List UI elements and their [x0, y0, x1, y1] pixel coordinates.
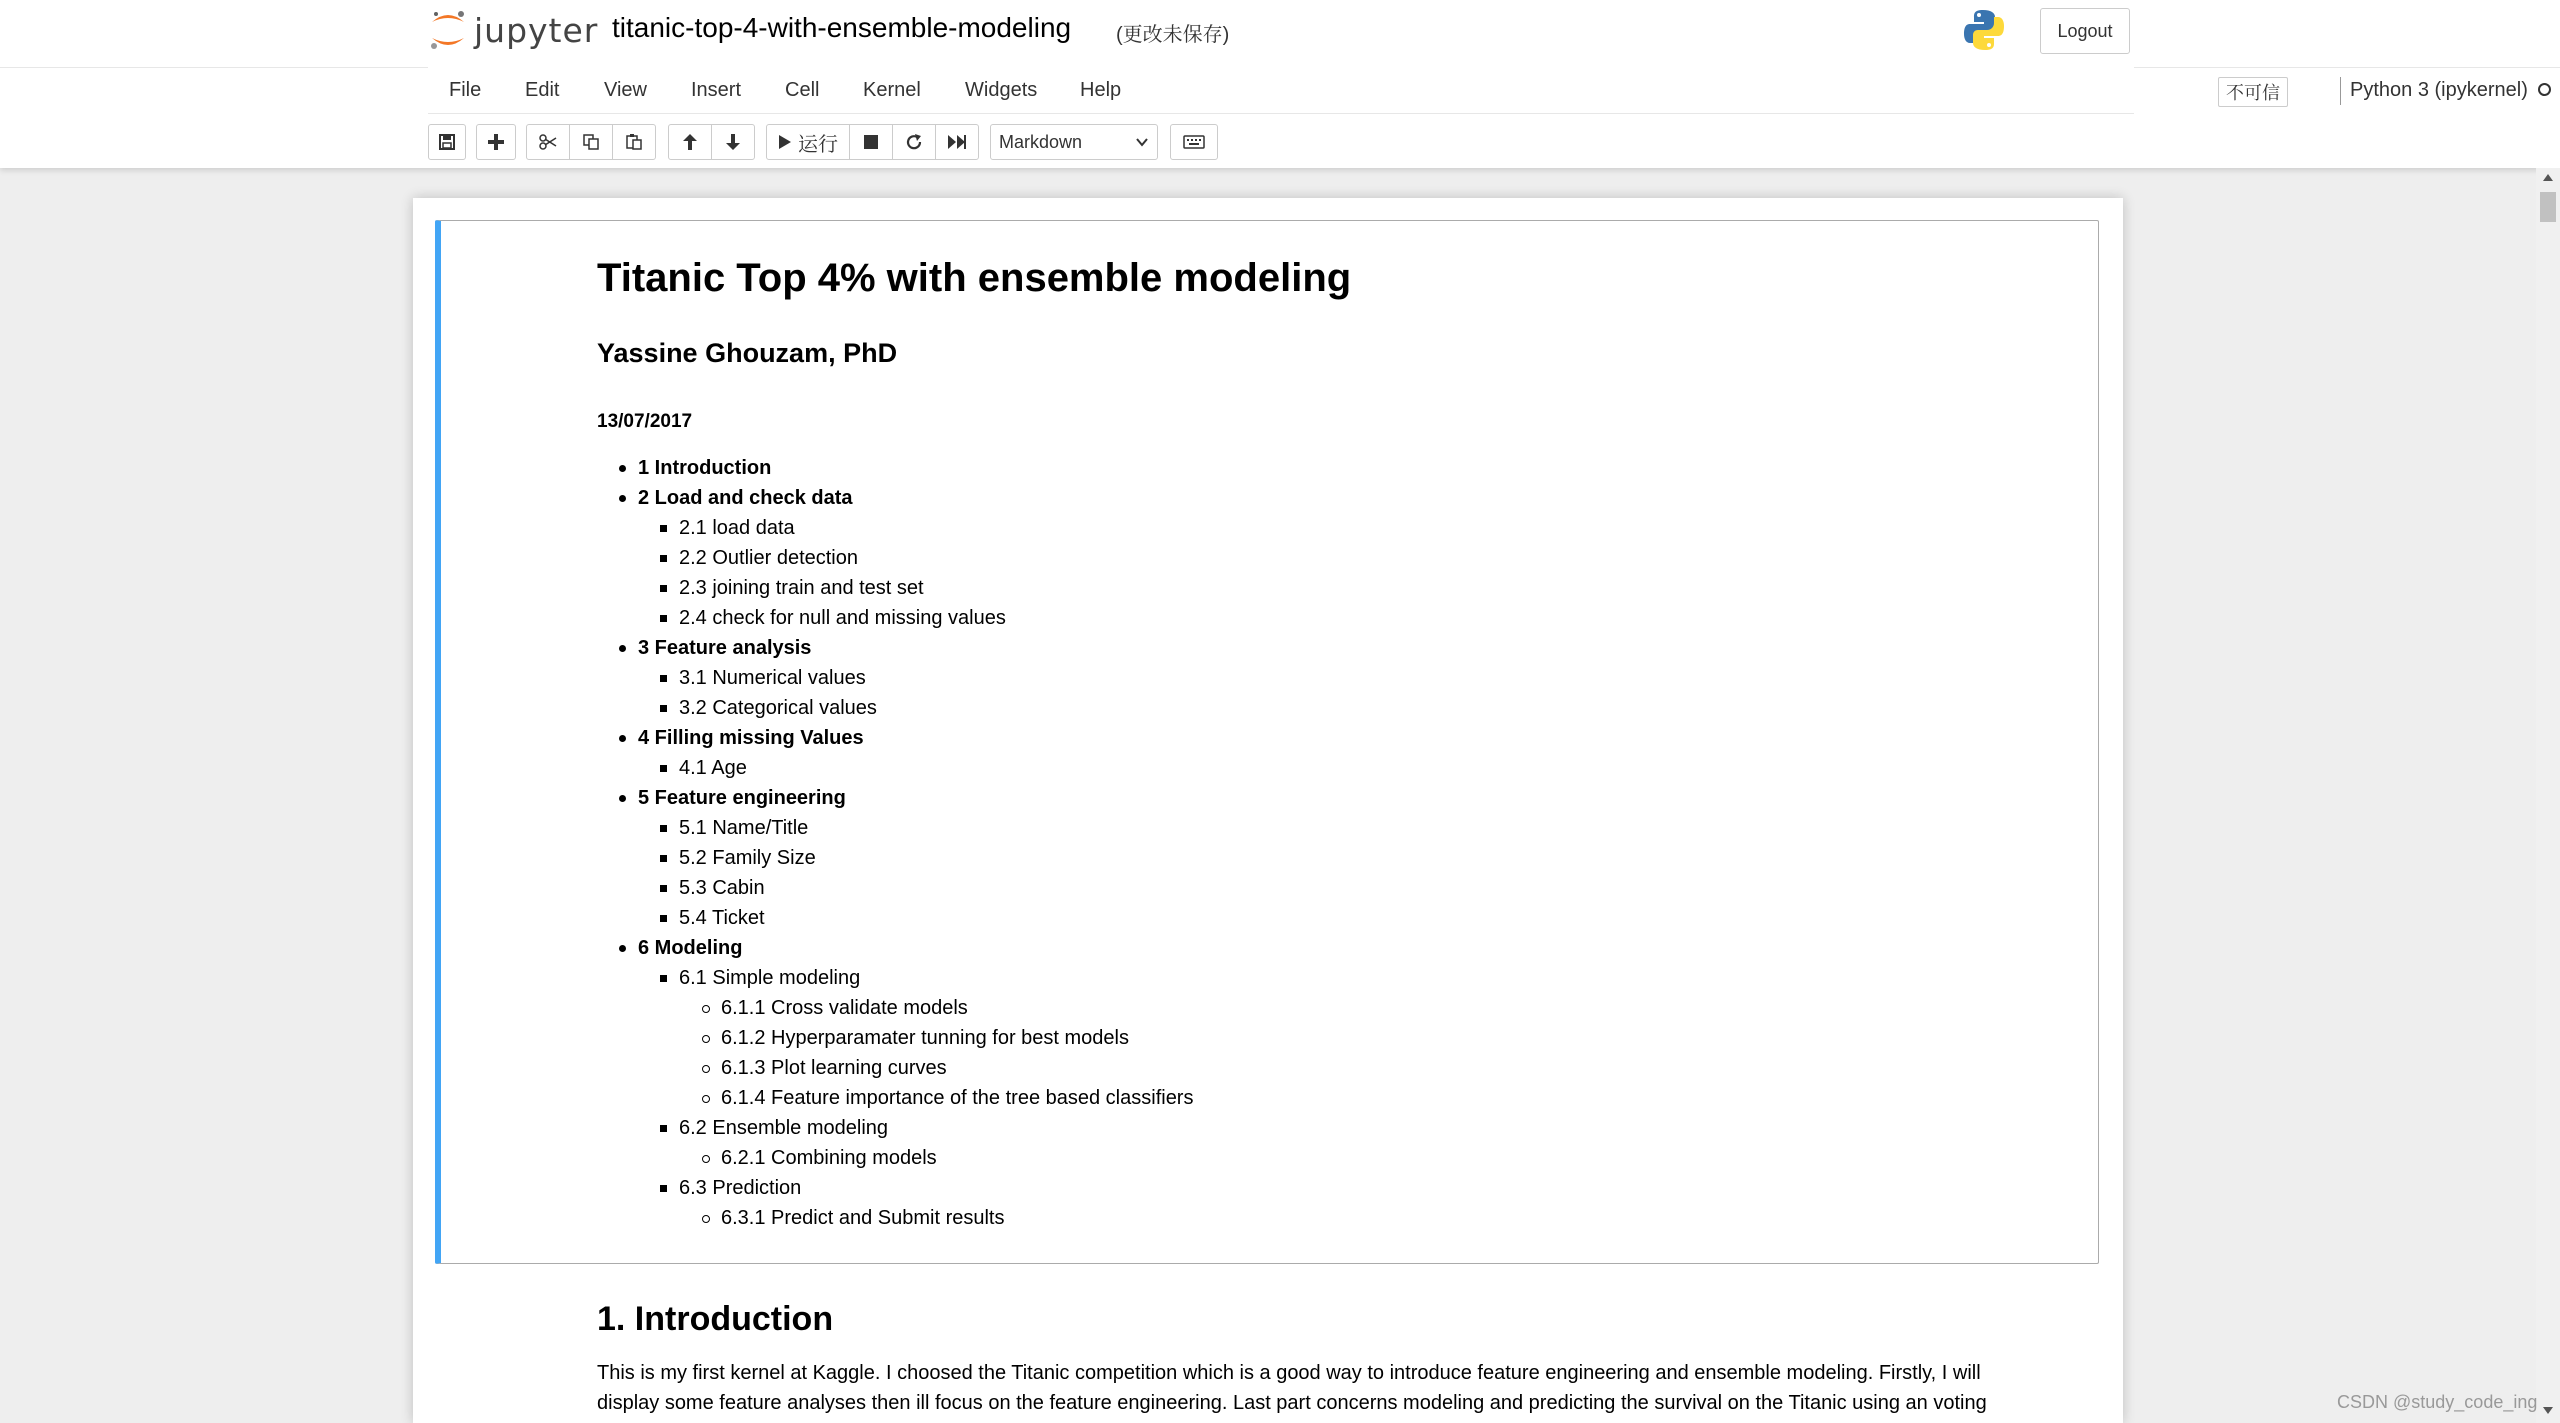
toc-item-level-2[interactable]: 6.1 Simple modeling — [679, 967, 861, 989]
watermark: CSDN @study_code_ing — [2337, 1392, 2538, 1412]
python-logo-icon — [1962, 8, 2006, 57]
toc-bullet-icon — [660, 915, 667, 922]
toc-bullet-icon — [619, 735, 626, 742]
restart-button[interactable] — [892, 124, 936, 160]
keyboard-icon — [1183, 135, 1205, 149]
menu-cell[interactable]: Cell — [785, 79, 820, 101]
not-trusted-indicator[interactable]: 不可信 — [2218, 77, 2288, 107]
toc-item-level-2[interactable]: 5.3 Cabin — [679, 877, 765, 899]
toc-bullet-icon — [619, 945, 626, 952]
date-text: 13/07/2017 — [597, 411, 693, 432]
toc-item-level-1[interactable]: 4 Filling missing Values — [638, 727, 864, 749]
toc-item-level-2[interactable]: 2.4 check for null and missing values — [679, 607, 1006, 629]
menu-help[interactable]: Help — [1080, 79, 1122, 101]
save-icon — [439, 134, 455, 150]
toc-bullet-icon — [619, 495, 626, 502]
toc-bullet-icon — [619, 465, 626, 472]
header-top — [0, 0, 2560, 68]
toc-bullet-icon — [660, 1185, 667, 1192]
toc-bullet-icon — [660, 675, 667, 682]
jupyter-logo-text: jupyter — [474, 10, 599, 50]
paste-button[interactable] — [612, 124, 656, 160]
fast-forward-icon — [947, 134, 967, 150]
scroll-down-arrow-icon[interactable] — [2543, 1407, 2553, 1414]
kernel-separator — [2340, 77, 2341, 105]
toc-item-level-3[interactable]: 6.1.2 Hyperparamater tunning for best models — [721, 1027, 1129, 1049]
toc-bullet-icon — [660, 825, 667, 832]
toc-bullet-icon — [702, 1155, 710, 1163]
toc-item-level-2[interactable]: 2.2 Outlier detection — [679, 547, 858, 569]
toc-bullet-icon — [660, 765, 667, 772]
toc-bullet-icon — [619, 795, 626, 802]
toc-item-level-2[interactable]: 4.1 Age — [679, 757, 747, 779]
toc-bullet-icon — [660, 585, 667, 592]
plus-icon — [488, 134, 504, 150]
toc-item-level-3[interactable]: 6.1.1 Cross validate models — [721, 997, 968, 1019]
toc-item-level-2[interactable]: 5.4 Ticket — [679, 907, 765, 929]
toc-bullet-icon — [619, 645, 626, 652]
toc-bullet-icon — [702, 1065, 710, 1073]
toc-bullet-icon — [702, 1095, 710, 1103]
toolbar — [428, 120, 2134, 164]
jupyter-logo[interactable] — [428, 8, 598, 52]
toc-bullet-icon — [702, 1215, 710, 1223]
toc-item-level-2[interactable]: 3.1 Numerical values — [679, 667, 866, 689]
interrupt-button[interactable] — [849, 124, 893, 160]
toc-item-level-2[interactable]: 2.1 load data — [679, 517, 795, 539]
kernel-name[interactable]: Python 3 (ipykernel) — [2350, 79, 2528, 101]
menu-file[interactable]: File — [449, 79, 482, 101]
play-icon — [778, 134, 792, 150]
toc-item-level-2[interactable]: 6.3 Prediction — [679, 1177, 802, 1199]
restart-run-all-button[interactable] — [935, 124, 979, 160]
paste-icon — [626, 134, 642, 150]
toc-bullet-icon — [660, 975, 667, 982]
intro-paragraph-line: This is my first kernel at Kaggle. I choosed the Titanic competition which is a good way to introduce feature engineering and ensemble modeling. Firstly, I will — [597, 1362, 1981, 1384]
chevron-down-icon — [1135, 135, 1149, 149]
toc-item-level-2[interactable]: 5.1 Name/Title — [679, 817, 809, 839]
toc-bullet-icon — [702, 1005, 710, 1013]
intro-paragraph-line: display some feature analyses then ill focus on the feature engineering. Last part concerns modeling and predicting the survival on the Titanic using an voting — [597, 1392, 1987, 1414]
author-heading: Yassine Ghouzam, PhD — [597, 338, 898, 368]
toc-bullet-icon — [702, 1035, 710, 1043]
scroll-up-arrow-icon[interactable] — [2543, 174, 2553, 181]
toc-item-level-3[interactable]: 6.2.1 Combining models — [721, 1147, 937, 1169]
restart-icon — [905, 133, 923, 151]
header — [0, 0, 2560, 168]
jupyter-logo-icon — [428, 8, 468, 52]
toc-item-level-3[interactable]: 6.3.1 Predict and Submit results — [721, 1207, 1005, 1229]
toc-item-level-1[interactable]: 5 Feature engineering — [638, 787, 846, 809]
toc-bullet-icon — [660, 555, 667, 562]
cell-type-value: Markdown — [999, 131, 1083, 152]
toc-item-level-2[interactable]: 5.2 Family Size — [679, 847, 816, 869]
command-palette-button[interactable] — [1170, 124, 1218, 160]
menubar — [428, 67, 2528, 114]
introduction-heading: 1. Introduction — [597, 1300, 834, 1338]
menu-widgets[interactable]: Widgets — [965, 79, 1038, 101]
scissors-icon — [539, 134, 557, 150]
toc-bullet-icon — [660, 855, 667, 862]
arrow-up-icon — [682, 133, 698, 151]
copy-button[interactable] — [569, 124, 613, 160]
save-button[interactable] — [428, 124, 466, 160]
save-status: (更改未保存) — [1116, 24, 1230, 46]
move-down-button[interactable] — [711, 124, 755, 160]
cut-button[interactable] — [526, 124, 570, 160]
toc-item-level-1[interactable]: 3 Feature analysis — [638, 637, 812, 659]
menu-view[interactable]: View — [604, 79, 647, 101]
toc-bullet-icon — [660, 705, 667, 712]
notebook-title-heading: Titanic Top 4% with ensemble modeling — [597, 256, 1352, 300]
toc-item-level-1[interactable]: 1 Introduction — [638, 457, 772, 479]
vertical-scrollbar[interactable] — [2536, 168, 2560, 1423]
move-up-button[interactable] — [668, 124, 712, 160]
kernel-idle-icon — [2538, 83, 2551, 96]
notebook-name[interactable]: titanic-top-4-with-ensemble-modeling — [612, 12, 1072, 43]
stop-icon — [863, 134, 879, 150]
toc-bullet-icon — [660, 525, 667, 532]
arrow-down-icon — [725, 133, 741, 151]
insert-cell-button[interactable] — [476, 124, 516, 160]
menu-kernel[interactable]: Kernel — [863, 79, 921, 101]
toc-bullet-icon — [660, 1125, 667, 1132]
menu-insert[interactable]: Insert — [691, 79, 742, 101]
copy-icon — [583, 134, 599, 150]
logout-button[interactable]: Logout — [2040, 8, 2130, 54]
toc-item-level-1[interactable]: 6 Modeling — [638, 937, 743, 959]
run-button[interactable] — [766, 124, 850, 160]
toc-item-level-2[interactable]: 6.2 Ensemble modeling — [679, 1117, 889, 1139]
toc-item-level-2[interactable]: 2.3 joining train and test set — [679, 577, 924, 599]
toc-item-level-1[interactable]: 2 Load and check data — [638, 487, 853, 509]
toc-item-level-3[interactable]: 6.1.3 Plot learning curves — [721, 1057, 947, 1079]
scrollbar-thumb[interactable] — [2540, 192, 2556, 222]
toc-bullet-icon — [660, 885, 667, 892]
cell-type-select[interactable] — [990, 124, 1158, 160]
menu-edit[interactable]: Edit — [525, 79, 560, 101]
toc-item-level-3[interactable]: 6.1.4 Feature importance of the tree based classifiers — [721, 1087, 1194, 1109]
run-button-label: 运行 — [798, 133, 838, 156]
toc-bullet-icon — [660, 615, 667, 622]
toc-item-level-2[interactable]: 3.2 Categorical values — [679, 697, 877, 719]
